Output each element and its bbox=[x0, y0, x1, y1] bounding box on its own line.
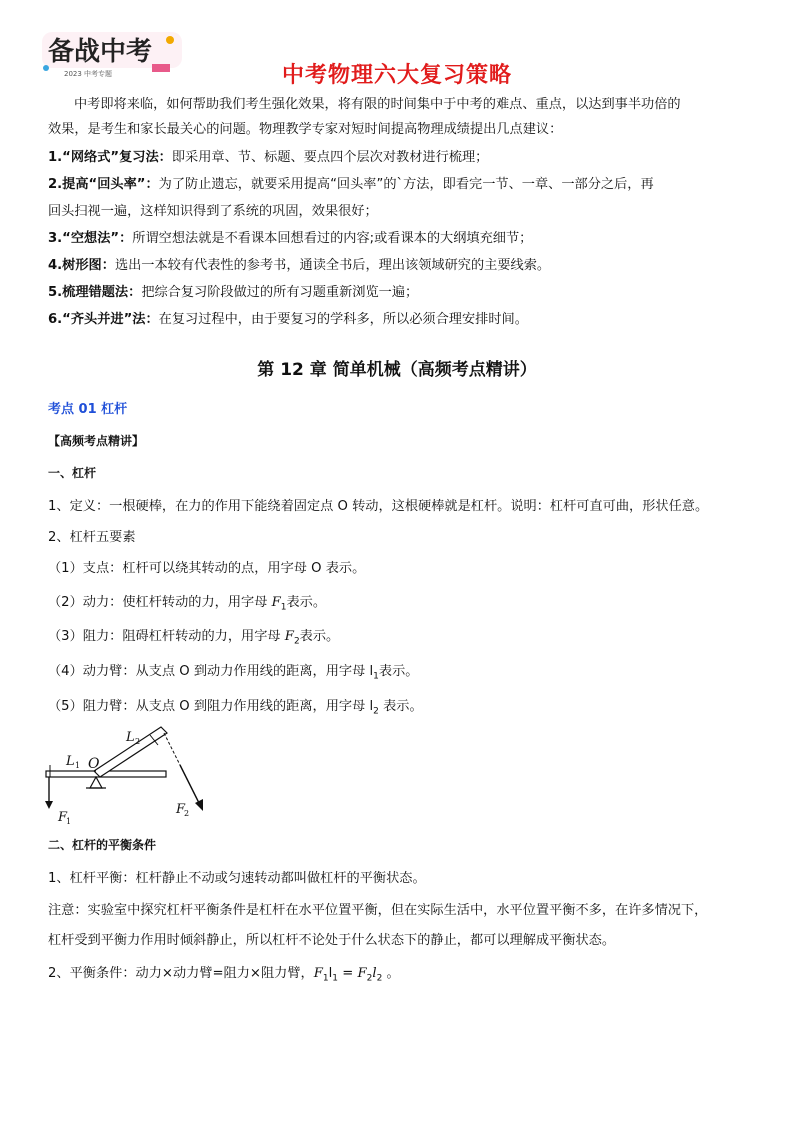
subscript: 2 bbox=[366, 973, 373, 984]
tip-text: 所谓空想法就是不看课本回想看过的内容;或看课本的大纲填充细节； bbox=[132, 231, 533, 246]
element-resistance bbox=[48, 625, 339, 647]
subscript: 1 bbox=[322, 973, 329, 984]
tip-text: 即采用章、节、标题、要点四个层次对教材进行梳理； bbox=[171, 150, 489, 165]
text: 表示。 bbox=[378, 699, 423, 714]
tip-text: 选出一本较有代表性的参考书，通读全书后，理出该领域研究的主要线索。 bbox=[114, 258, 551, 273]
text: 表示。 bbox=[299, 629, 340, 644]
subscript: 1 bbox=[373, 671, 379, 682]
chapter-title: 第 12 章 简单机械（高频考点精讲） bbox=[257, 360, 537, 380]
five-elements-heading: 2、杠杆五要素 bbox=[48, 530, 136, 545]
text: 表示。 bbox=[378, 664, 419, 679]
balance-definition: 1、杠杆平衡：杠杆静止不动或匀速转动都叫做杠杆的平衡状态。 bbox=[48, 871, 426, 886]
equals: = bbox=[338, 966, 358, 981]
element-effort bbox=[48, 591, 326, 613]
balance-condition bbox=[48, 962, 400, 984]
label-l1-sub: 1 bbox=[75, 761, 81, 770]
kaodian-heading: 考点 01 杠杆 bbox=[48, 402, 128, 417]
element-effort-arm bbox=[48, 660, 418, 682]
text: （4）动力臂：从支点 O 到动力作用线的距离，用字母 bbox=[48, 664, 370, 679]
subscript: 2 bbox=[293, 636, 300, 647]
text: （2）动力：使杠杆转动的力，用字母 bbox=[48, 595, 272, 610]
tip-head: 1.“网络式”复习法： bbox=[48, 150, 172, 165]
symbol: l bbox=[372, 966, 377, 981]
logo-text: 备战中考 bbox=[48, 37, 153, 67]
tip-4 bbox=[48, 253, 760, 278]
text: 2、平衡条件：动力×动力臂=阻力×阻力臂， bbox=[48, 966, 314, 981]
tip-2 bbox=[48, 172, 760, 197]
symbol: l bbox=[328, 966, 333, 981]
intro-line-1: 中考即将来临，如何帮助我们考生强化效果，将有限的时间集中于中考的难点、重点，以达到事半功倍的 bbox=[74, 97, 681, 112]
symbol: l bbox=[369, 664, 374, 679]
logo-subtext: 2023 中考专题 bbox=[64, 70, 113, 78]
text: 。 bbox=[382, 966, 400, 981]
tip-2-continued: 回头扫视一遍，这样知识得到了系统的巩固，效果很好； bbox=[48, 204, 378, 219]
tip-head: 2.提高“回头率”： bbox=[48, 177, 159, 192]
label-l1: L bbox=[66, 754, 75, 769]
label-f1: F bbox=[58, 810, 68, 825]
tip-head: 6.“齐头并进”法： bbox=[48, 312, 159, 327]
tip-head: 5.梳理错题法： bbox=[48, 285, 142, 300]
intro-line-2: 效果，是考生和家长最关心的问题。物理教学专家对短时间提高物理成绩提出几点建议： bbox=[48, 122, 563, 137]
symbol: l bbox=[369, 699, 374, 714]
label-f1-sub: 1 bbox=[66, 817, 72, 825]
subscript: 2 bbox=[373, 706, 379, 717]
element-fulcrum: （1）支点：杠杆可以绕其转动的点，用字母 O 表示。 bbox=[48, 561, 366, 576]
lever-figure bbox=[40, 725, 220, 825]
symbol: F bbox=[271, 595, 281, 610]
tip-6 bbox=[48, 307, 760, 332]
text: 表示。 bbox=[286, 595, 327, 610]
label-o: O bbox=[88, 756, 100, 772]
lever-diagram bbox=[40, 725, 220, 825]
tip-text: 为了防止遗忘，就要采用提高“回头率”的`方法，即看完一节、一章、一部分之后，再 bbox=[158, 177, 654, 192]
bracket-heading: 【高频考点精讲】 bbox=[48, 434, 145, 448]
note-line-2: 杠杆受到平衡力作用时倾斜静止，所以杠杆不论处于什么状态下的静止，都可以理解成平衡状态。 bbox=[48, 933, 616, 948]
page-title: 中考物理六大复习策略 bbox=[281, 63, 512, 88]
note-line-1: 注意：实验室中探究杠杆平衡条件是杠杆在水平位置平衡，但在实际生活中，水平位置平衡不多，在许多情况下， bbox=[48, 903, 708, 918]
tip-head: 4.树形图： bbox=[48, 258, 115, 273]
text: （3）阻力：阻碍杠杆转动的力，用字母 bbox=[48, 629, 285, 644]
tip-text: 在复习过程中，由于要复习的学科多，所以必须合理安排时间。 bbox=[158, 312, 528, 327]
text: （5）阻力臂：从支点 O 到阻力作用线的距离，用字母 bbox=[48, 699, 370, 714]
tip-5 bbox=[48, 280, 760, 305]
fulcrum-triangle bbox=[90, 777, 102, 788]
force-f2-arrow bbox=[180, 765, 200, 805]
tip-1 bbox=[48, 145, 760, 170]
symbol: F bbox=[284, 629, 294, 644]
definition-line: 1、定义：一根硬棒，在力的作用下能绕着固定点 O 转动，这根硬棒就是杠杆。说明：杠杆可直可曲，形状任意。 bbox=[48, 499, 709, 514]
label-l2: L bbox=[126, 730, 135, 745]
symbol: F bbox=[357, 966, 367, 981]
subscript: 1 bbox=[280, 602, 287, 613]
subscript: 1 bbox=[332, 973, 339, 984]
symbol: F bbox=[313, 966, 323, 981]
element-resistance-arm bbox=[48, 695, 423, 717]
label-l2-sub: 2 bbox=[135, 737, 141, 746]
subscript: 2 bbox=[376, 973, 383, 984]
tip-text: 把综合复习阶段做过的所有习题重新浏览一遍； bbox=[141, 285, 419, 300]
label-f2-sub: 2 bbox=[184, 809, 190, 818]
section-2-heading: 二、杠杆的平衡条件 bbox=[48, 838, 157, 852]
tip-head: 3.“空想法”： bbox=[48, 231, 133, 246]
label-f2: F bbox=[176, 802, 186, 817]
section-1-heading: 一、杠杆 bbox=[48, 466, 97, 480]
tip-3 bbox=[48, 226, 760, 251]
